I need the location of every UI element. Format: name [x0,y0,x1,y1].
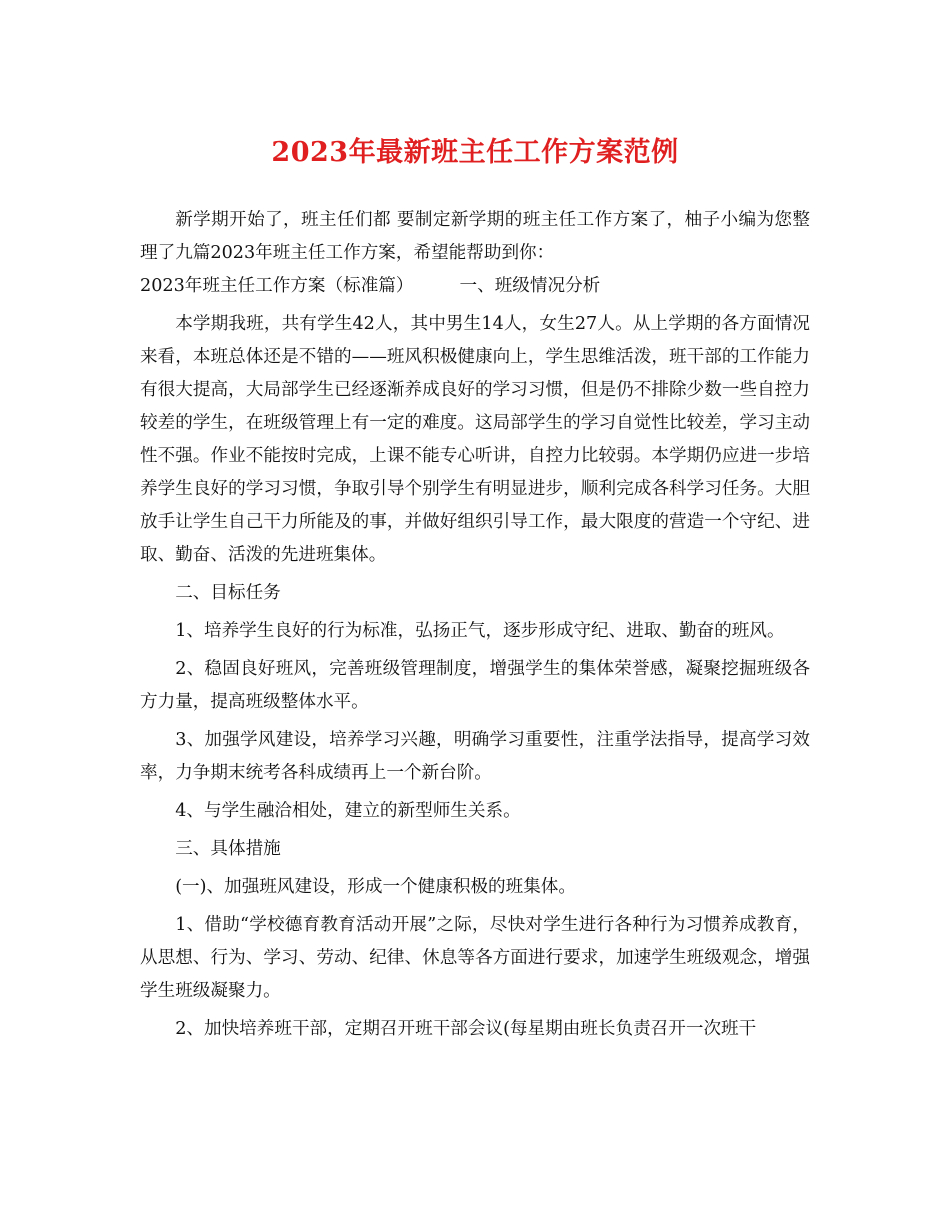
document-title: 2023年最新班主任工作方案范例 [271,137,679,168]
measure-item-1: 1、借助“学校德育教育活动开展”之际，尽快对学生进行各种行为习惯养成教育，从思想、行为、学习、劳动、纪律、休息等各方面进行要求，加速学生班级观念，增强学生班级凝聚力。 [140,915,810,1001]
intro-paragraph: 新学期开始了，班主任们都 要制定新学期的班主任工作方案了，柚子小编为您整理了九篇2023年班主任工作方案，希望能帮助到你： [140,210,810,263]
section-label-line [140,270,810,303]
measure-subheading-1: (一)、加强班风建设，形成一个健康积极的班集体。 [175,877,576,897]
section-heading-3: 三、具体措施 [175,839,281,859]
class-analysis-paragraph: 本学期我班，共有学生42人，其中男生14人，女生27人。从上学期的各方面情况来看，本班总体还是不错的——班风积极健康向上，学生思维活泼，班干部的工作能力有很大提高，大局部学生已经逐渐养成良好的学习习惯，但是仍不排除少数一些自控力较差的学生，在班级管理上有一定的难度。这局部学生的学习自觉性比较差，学习主动性不强。作业不能按时完成，上课不能专心听讲，自控力比较弱。本学期仍应进一步培养学生良好的学习习惯，争取引导个别学生有明显进步，顺利完成各科学习任务。大胆放手让学生自己干力所能及的事，并做好组织引导工作，最大限度的营造一个守纪、进取、勤奋、活泼的先进班集体。 [140,314,810,565]
section-heading-2: 二、目标任务 [175,583,281,603]
section-heading-1: 一、班级情况分析 [459,276,601,296]
measure-item-2: 2、加快培养班干部，定期召开班干部会议(每星期由班长负责召开一次班干 [175,1019,757,1039]
goal-item-2: 2、稳固良好班风，完善班级管理制度，增强学生的集体荣誉感，凝聚挖掘班级各方力量，提高班级整体水平。 [140,659,810,712]
goal-item-1: 1、培养学生良好的行为标准，弘扬正气，逐步形成守纪、进取、勤奋的班风。 [175,621,785,641]
goal-item-4: 4、与学生融洽相处，建立的新型师生关系。 [175,801,521,821]
goal-item-3: 3、加强学风建设，培养学习兴趣，明确学习重要性，注重学法指导，提高学习效率，力争期末统考各科成绩再上一个新台阶。 [140,730,810,783]
section-label: 2023年班主任工作方案（标准篇） [140,276,414,296]
document-body [140,204,810,1051]
